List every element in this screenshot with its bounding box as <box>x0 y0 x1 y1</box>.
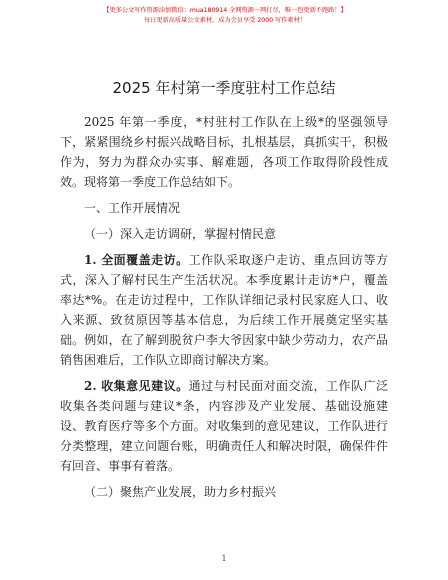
item-lead: 1. 全面覆盖走访。 <box>84 253 189 267</box>
document-body <box>60 112 388 508</box>
item-paragraph <box>60 376 388 476</box>
promo-banner-line2: 每日更新高质量公文素材，成为会员享受 2000 写作素材！ <box>144 17 306 24</box>
item-paragraph <box>60 250 388 370</box>
subsection-heading: （一）深入走访调研，掌握村情民意 <box>84 227 277 241</box>
page-number: 1 <box>221 554 227 563</box>
promo-banner-line1: 【更多公文写作资源添加微信：mua180914 全网资源一网打尽，唯一包更新不跑路！】 <box>103 7 347 14</box>
item-lead: 2. 收集意见建议。 <box>84 379 189 393</box>
section-heading: 一、工作开展情况 <box>84 201 181 215</box>
document-title: 2025 年村第一季度驻村工作总结 <box>112 79 336 97</box>
subsection-heading: （二）聚焦产业发展，助力乡村振兴 <box>84 485 277 499</box>
item-text: 通过与村民面对面交流，工作队广泛收集各类问题与建议*条，内容涉及产业发展、基础设施建设、教育医疗等多个方面。对收集到的意见建议，工作队进行分类整理，建立问题台账，明确责任人和解决时限，确保件件有回音、事事有着落。 <box>60 379 388 473</box>
item-text: 工作队采取逐户走访、重点回访等方式，深入了解村民生产生活状况。本季度累计走访*户，覆盖率达*%。在走访过程中，工作队详细记录村民家庭人口、收入来源、致贫原因等基本信息，为后续工作开展奠定坚实基础。例如，在了解到脱贫户李大爷因家中缺少劳动力，农产品销售困难后，工作队立即商讨解决方案。 <box>60 253 388 367</box>
promo-banner <box>80 6 370 26</box>
intro-paragraph: 2025 年第一季度，*村驻村工作队在上级*的坚强领导下，紧紧围绕乡村振兴战略目标，扎根基层，真抓实干，积极作为，努力为群众办实事、解难题，各项工作取得阶段性成效。现将第一季度工作总结如下。 <box>60 115 388 189</box>
